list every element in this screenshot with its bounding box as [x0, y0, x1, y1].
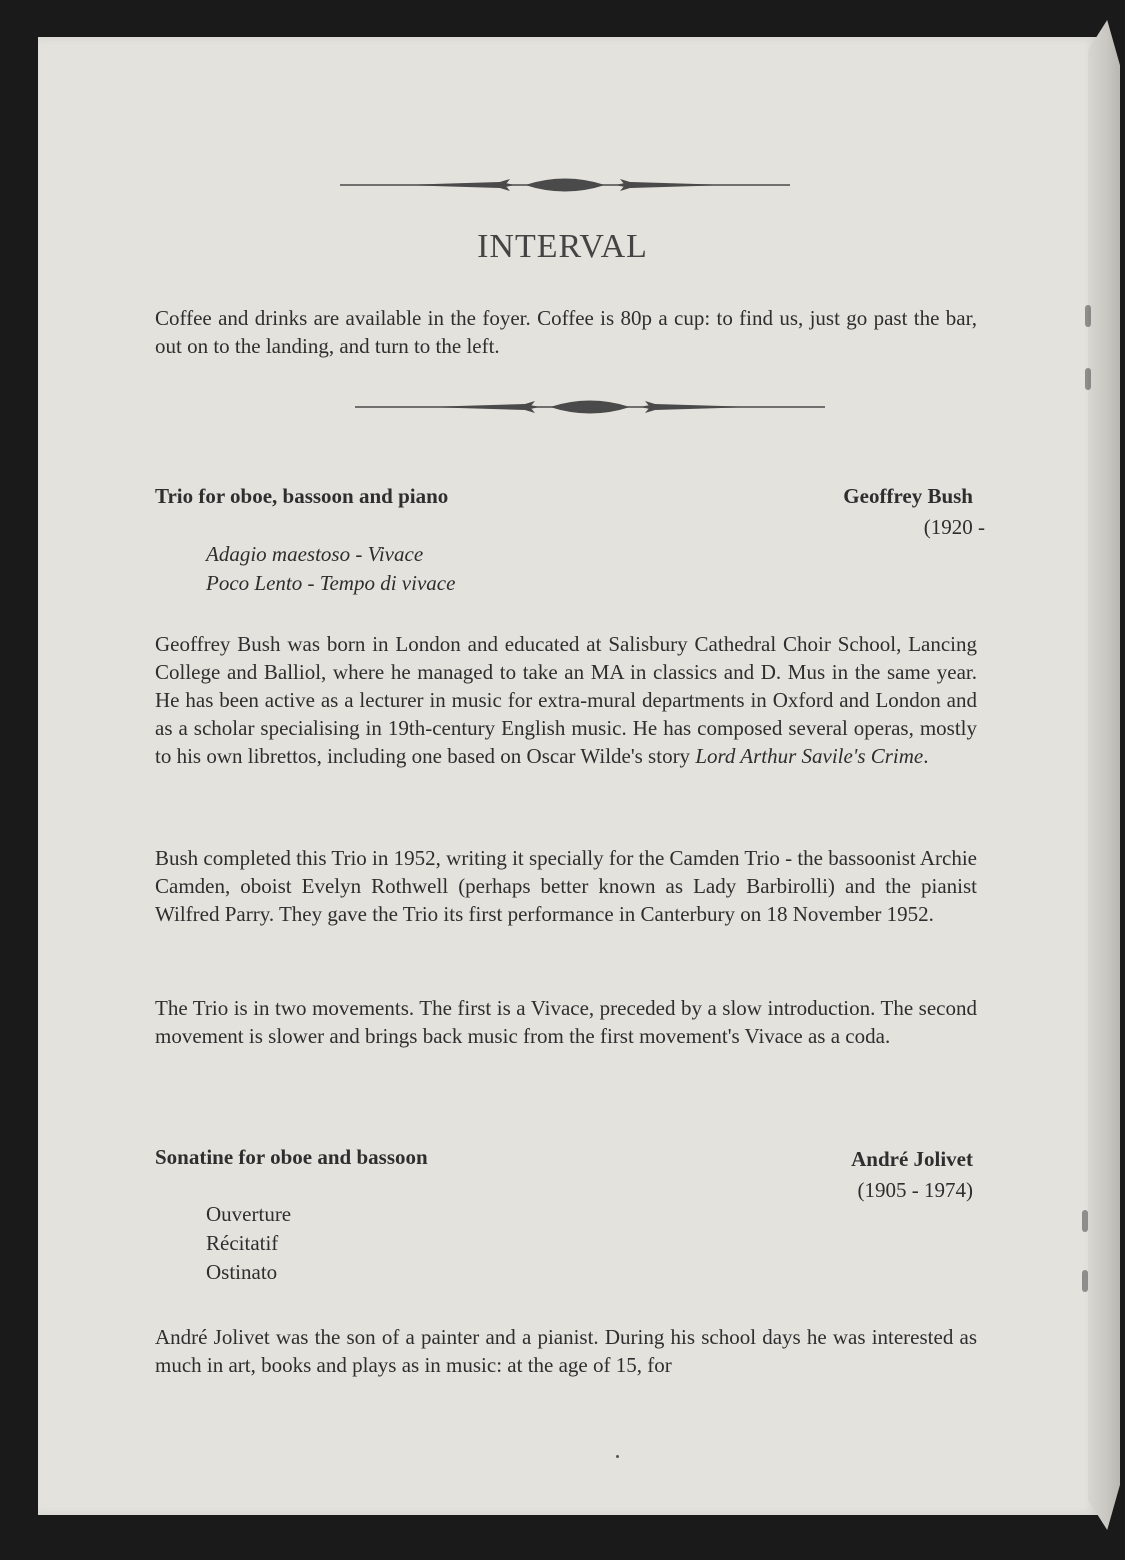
ornamental-divider-top — [340, 170, 790, 200]
interval-heading: INTERVAL — [477, 228, 648, 265]
ornamental-divider-middle — [355, 392, 825, 422]
program-note — [155, 630, 977, 770]
piece-title: Trio for oboe, bassoon and piano — [155, 484, 449, 508]
binding-staple-mark — [1082, 1210, 1088, 1232]
interval-text: Coffee and drinks are available in the foyer. Coffee is 80p a cup: to find us, just go past the bar, out on to the landing, and turn to the left. — [155, 306, 977, 358]
program-note: Bush completed this Trio in 1952, writing it specially for the Camden Trio - the bassoonist Archie Camden, oboist Evelyn Rothwell (perhaps better known as Lady Barbirolli) and the pianist Wilfred Parry. They gave the Trio its first performance in Canterbury on 18 November 1952. — [155, 846, 977, 926]
binding-staple-mark — [1085, 305, 1091, 327]
composer-dates: (1905 - 1974) — [857, 1178, 973, 1202]
movement-name: Ouverture — [206, 1202, 292, 1226]
binding-staple-mark — [1082, 1270, 1088, 1292]
binding-staple-mark — [1085, 368, 1091, 390]
movement-name: Poco Lento - Tempo di vivace — [206, 571, 456, 595]
piece-title: Sonatine for oboe and bassoon — [155, 1145, 428, 1169]
program-note: The Trio is in two movements. The first is a Vivace, preceded by a slow introduction. The second movement is slower and brings back music from the first movement's Vivace as a coda. — [155, 996, 977, 1048]
composer-name: Geoffrey Bush — [843, 484, 973, 508]
movement-name: Récitatif — [206, 1231, 279, 1255]
print-speck — [616, 1455, 619, 1458]
note-text: . — [923, 744, 929, 768]
work-title: Lord Arthur Savile's Crime — [695, 744, 924, 768]
movement-name: Adagio maestoso - Vivace — [206, 542, 424, 566]
program-note: André Jolivet was the son of a painter and a pianist. During his school days he was interested as much in art, books and plays as in music: at the age of 15, for — [155, 1325, 977, 1377]
composer-name: André Jolivet — [851, 1147, 973, 1171]
movement-name: Ostinato — [206, 1260, 278, 1284]
composer-dates: (1920 - — [923, 515, 985, 539]
note-text: Geoffrey Bush was born in London and educated at Salisbury Cathedral Choir School, Lancing College and Balliol, where he managed to take an MA in classics and D. Mus in the same year. He has been active as a lecturer in music for extra-mural departments in Oxford and London and as a scholar specialising in 19th-century English music. He has composed several operas, mostly to his own librettos, including one based on Oscar Wilde's story — [155, 632, 977, 768]
